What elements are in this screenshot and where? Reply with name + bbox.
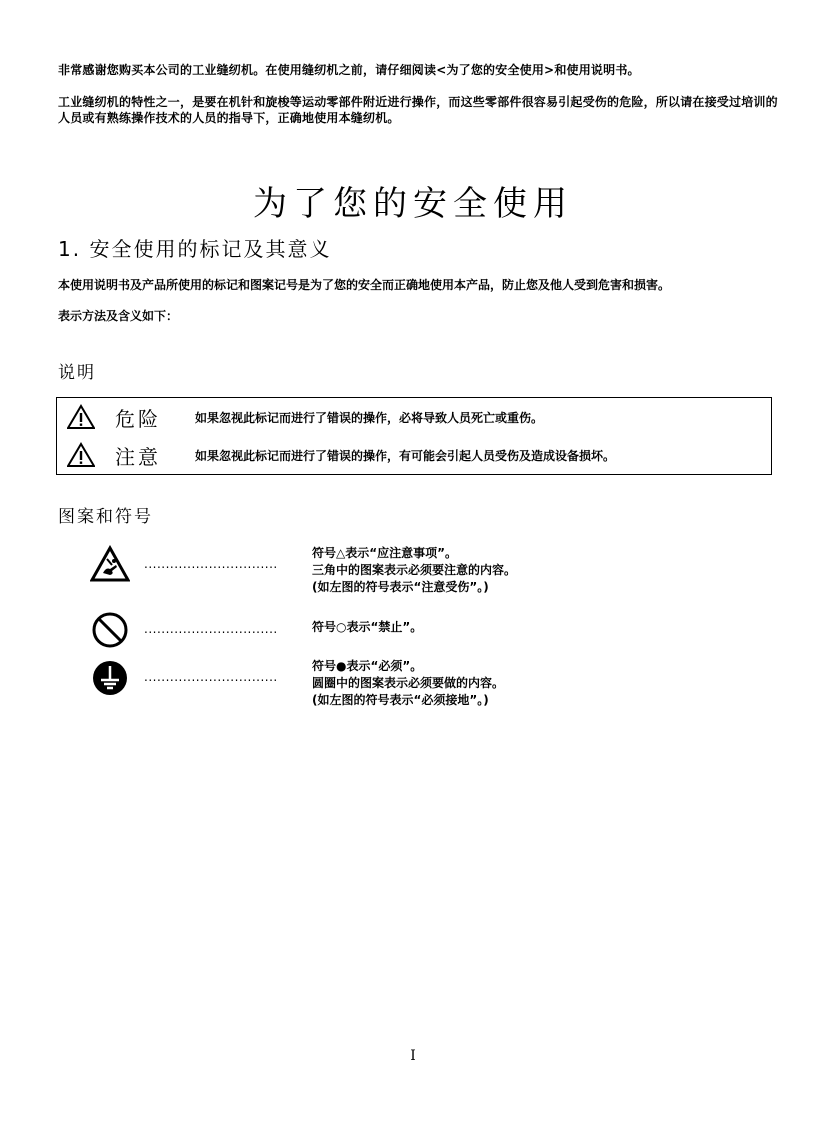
prohibited-circle-icon: [90, 610, 130, 650]
danger-label: 危险: [115, 407, 161, 431]
page-title: 为了您的安全使用: [253, 184, 573, 224]
symbols-heading: 图案和符号: [58, 507, 153, 527]
section-heading: 1. 安全使用的标记及其意义: [58, 237, 332, 261]
symbol-item-caution: [90, 545, 780, 605]
symbol-description: [312, 545, 516, 596]
intro-paragraph-1: 非常感谢您购买本公司的工业缝纫机。在使用缝纫机之前，请仔细阅读<为了您的安全使用>和使用说明书。: [58, 63, 640, 77]
symbol-line: (如左图的符号表示“必须接地”。): [312, 693, 489, 707]
caution-row: [57, 436, 771, 474]
symbol-description: [312, 619, 422, 636]
symbol-line: 符号△表示“应注意事项”。: [312, 546, 458, 560]
section-description: 本使用说明书及产品所使用的标记和图案记号是为了您的安全而正确地使用本产品，防止您及他人受到危害和损害。: [58, 278, 671, 292]
intro-paragraph-2: 工业缝纫机的特性之一，是要在机针和旋梭等运动零部件附近进行操作，而这些零部件很容易引起受伤的危险，所以请在接受过培训的人员或有熟练操作技术的人员的指导下，正确地使用本缝纫机。: [58, 95, 778, 125]
page-number: I: [410, 1048, 416, 1064]
symbol-item-prohibited: [90, 610, 780, 650]
ground-mandatory-icon: [90, 658, 130, 698]
caution-label: 注意: [115, 445, 161, 469]
symbol-line: (如左图的符号表示“注意受伤”。): [312, 580, 489, 594]
danger-text: 如果忽视此标记而进行了错误的操作，必将导致人员死亡或重伤。: [195, 411, 544, 425]
leader-dots: ...............................: [144, 557, 278, 571]
danger-row: [57, 398, 771, 436]
caution-hand-triangle-icon: [90, 545, 130, 585]
symbol-item-mandatory: [90, 658, 780, 714]
leader-dots: ...............................: [144, 670, 278, 684]
explanation-heading: 说明: [58, 363, 96, 383]
leader-dots: ...............................: [144, 622, 278, 636]
warning-triangle-icon: [67, 404, 95, 430]
symbol-line: 三角中的图案表示必须要注意的内容。: [312, 563, 517, 577]
caution-text: 如果忽视此标记而进行了错误的操作，有可能会引起人员受伤及造成设备损坏。: [195, 449, 616, 463]
symbol-line: 符号●表示“必须”。: [312, 659, 423, 673]
methods-intro: 表示方法及含义如下：: [58, 309, 179, 323]
warning-triangle-icon: [67, 442, 95, 468]
explanation-box: [56, 397, 772, 475]
symbol-description: [312, 658, 504, 709]
symbol-line: 圆圈中的图案表示必须要做的内容。: [312, 676, 505, 690]
symbol-line: 符号○表示“禁止”。: [312, 620, 423, 634]
